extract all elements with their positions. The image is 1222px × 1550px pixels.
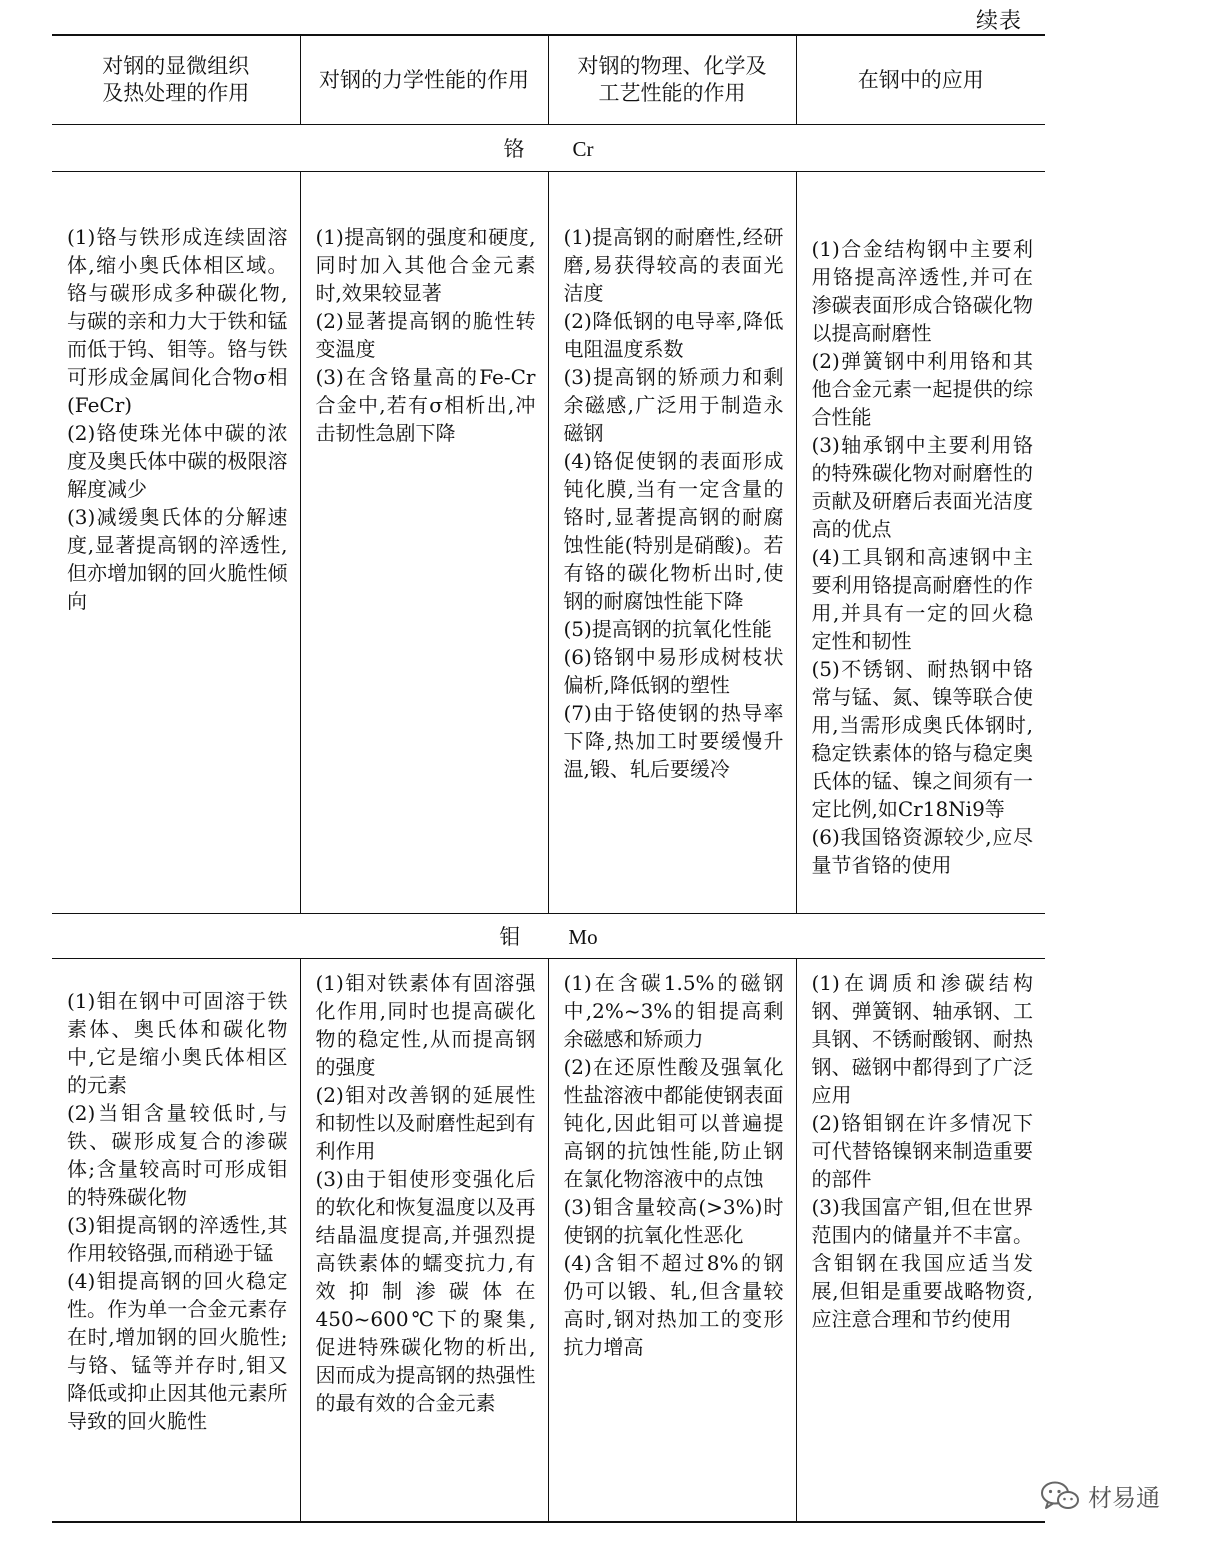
header-physical-chemical-label: 对钢的物理、化学及 工艺性能的作用: [577, 54, 767, 105]
list-item: (4)钼提高钢的回火稳定性。作为单一合金元素存在时,增加钢的回火脆性;与铬、锰等并存时,钼又降低或抑止因其他元素所导致的回火脆性: [67, 1269, 288, 1433]
table-header-row: [52, 35, 1045, 125]
list-item: (6)我国铬资源较少,应尽量节省铬的使用: [811, 825, 1033, 877]
table-row-cr: [52, 172, 1045, 914]
properties-table: [52, 34, 1045, 1523]
section-title-cr: [52, 125, 1045, 172]
list-item: (2)显著提高钢的脆性转变温度: [315, 309, 536, 361]
list-item: (1)提高钢的耐磨性,经研磨,易获得较高的表面光洁度: [563, 225, 784, 305]
section-symbol-cr: Cr: [572, 137, 594, 161]
header-application-label: 在钢中的应用: [857, 67, 984, 92]
list-item: (2)铬使珠光体中碳的浓度及奥氏体中碳的极限溶解度减少: [67, 421, 288, 501]
cell-mo-mechanical: [300, 959, 548, 1522]
section-element-cr: 铬: [503, 137, 525, 161]
list-item: (1)合金结构钢中主要利用铬提高淬透性,并可在渗碳表面形成合铬碳化物以提高耐磨性: [811, 237, 1033, 345]
list-item: (2)在还原性酸及强氧化性盐溶液中都能使钢表面钝化,因此钼可以普遍提高钢的抗蚀性能,防止钢在氯化物溶液中的点蚀: [563, 1055, 784, 1191]
section-title-mo: [52, 914, 1045, 959]
list-item: (3)在含铬量高的Fe-Cr合金中,若有σ相析出,冲击韧性急剧下降: [315, 365, 536, 445]
header-mechanical-label: 对钢的力学性能的作用: [319, 67, 529, 92]
list-item: (3)由于钼使形变强化后的软化和恢复温度以及再结晶温度提高,并强烈提高铁素体的蠕变抗力,有效抑制渗碳体在450~600℃下的聚集,促进特殊碳化物的析出,因而成为提高钢的热强性的最有效的合金元素: [315, 1167, 536, 1415]
watermark-text: 材易通: [1088, 1484, 1160, 1512]
header-microstructure: [52, 35, 300, 125]
cell-cr-mechanical: [300, 172, 548, 914]
list-item: (1)钼对铁素体有固溶强化作用,同时也提高碳化物的稳定性,从而提高钢的强度: [315, 971, 536, 1079]
list-item: (2)铬钼钢在许多情况下可代替铬镍钢来制造重要的部件: [811, 1111, 1033, 1191]
wechat-icon: [1040, 1480, 1080, 1512]
list-item: (3)轴承钢中主要利用铬的特殊碳化物对耐磨性的贡献及研磨后表面光洁度高的优点: [811, 433, 1033, 541]
cell-mo-application: [796, 959, 1045, 1522]
section-symbol-mo: Mo: [568, 925, 598, 949]
cell-cr-microstructure: [52, 172, 300, 914]
header-physical-chemical: [548, 35, 796, 125]
list-item: (4)含钼不超过8%的钢仍可以锻、轧,但含量较高时,钢对热加工的变形抗力增高: [563, 1251, 784, 1359]
list-item: (2)弹簧钢中利用铬和其他合金元素一起提供的综合性能: [811, 349, 1033, 429]
list-item: (3)我国富产钼,但在世界范围内的储量并不丰富。含钼钢在我国应适当发展,但钼是重要战略物资,应注意合理和节约使用: [811, 1195, 1033, 1331]
list-item: (2)降低钢的电导率,降低电阻温度系数: [563, 309, 784, 361]
cell-cr-application: [796, 172, 1045, 914]
list-item: (1)在调质和渗碳结构钢、弹簧钢、轴承钢、工具钢、不锈耐酸钢、耐热钢、磁钢中都得到了广泛应用: [811, 971, 1033, 1107]
list-item: (3)钼含量较高(>3%)时使钢的抗氧化性恶化: [563, 1195, 784, 1247]
section-row-cr: [52, 125, 1045, 172]
list-item: (3)减缓奥氏体的分解速度,显著提高钢的淬透性,但亦增加钢的回火脆性倾向: [67, 505, 288, 613]
header-mechanical: [300, 35, 548, 125]
cell-mo-physical-chemical: [548, 959, 796, 1522]
list-item: (5)提高钢的抗氧化性能: [563, 617, 772, 641]
list-item: (2)钼对改善钢的延展性和韧性以及耐磨性起到有利作用: [315, 1083, 536, 1163]
watermark: [1040, 1478, 1160, 1513]
cell-mo-microstructure: [52, 959, 300, 1522]
header-application: [796, 35, 1045, 125]
section-element-mo: 钼: [499, 925, 521, 949]
list-item: (1)在含碳1.5%的磁钢中,2%~3%的钼提高剩余磁感和矫顽力: [563, 971, 784, 1051]
list-item: (3)钼提高钢的淬透性,其作用较铬强,而稍逊于锰: [67, 1213, 288, 1265]
list-item: (3)提高钢的矫顽力和剩余磁感,广泛用于制造永磁钢: [563, 365, 784, 445]
list-item: (5)不锈钢、耐热钢中铬常与锰、氮、镍等联合使用,当需形成奥氏体钢时,稳定铁素体的铬与稳定奥氏体的锰、镍之间须有一定比例,如Cr18Ni9等: [811, 657, 1033, 821]
cell-cr-physical-chemical: [548, 172, 796, 914]
list-item: (1)钼在钢中可固溶于铁素体、奥氏体和碳化物中,它是缩小奥氏体相区的元素: [67, 989, 288, 1097]
table-row-mo: [52, 959, 1045, 1522]
list-item: (1)铬与铁形成连续固溶体,缩小奥氏体相区域。铬与碳形成多种碳化物,与碳的亲和力大于铁和锰而低于钨、钼等。铬与铁可形成金属间化合物σ相(FeCr): [67, 225, 288, 417]
list-item: (6)铬钢中易形成树枝状偏析,降低钢的塑性: [563, 645, 784, 697]
list-item: (4)铬促使钢的表面形成钝化膜,当有一定含量的铬时,显著提高钢的耐腐蚀性能(特别是硝酸)。若有铬的碳化物析出时,使钢的耐腐蚀性能下降: [563, 449, 784, 613]
header-microstructure-label: 对钢的显微组织 及热处理的作用: [102, 54, 250, 105]
section-row-mo: [52, 914, 1045, 959]
list-item: (2)当钼含量较低时,与铁、碳形成复合的渗碳体;含量较高时可形成钼的特殊碳化物: [67, 1101, 288, 1209]
list-item: (7)由于铬使钢的热导率下降,热加工时要缓慢升温,锻、轧后要缓冷: [563, 701, 784, 781]
list-item: (4)工具钢和高速钢中主要利用铬提高耐磨性的作用,并具有一定的回火稳定性和韧性: [811, 545, 1033, 653]
list-item: (1)提高钢的强度和硬度,同时加入其他合金元素时,效果较显著: [315, 225, 536, 305]
continued-label: 续表: [976, 9, 1023, 34]
